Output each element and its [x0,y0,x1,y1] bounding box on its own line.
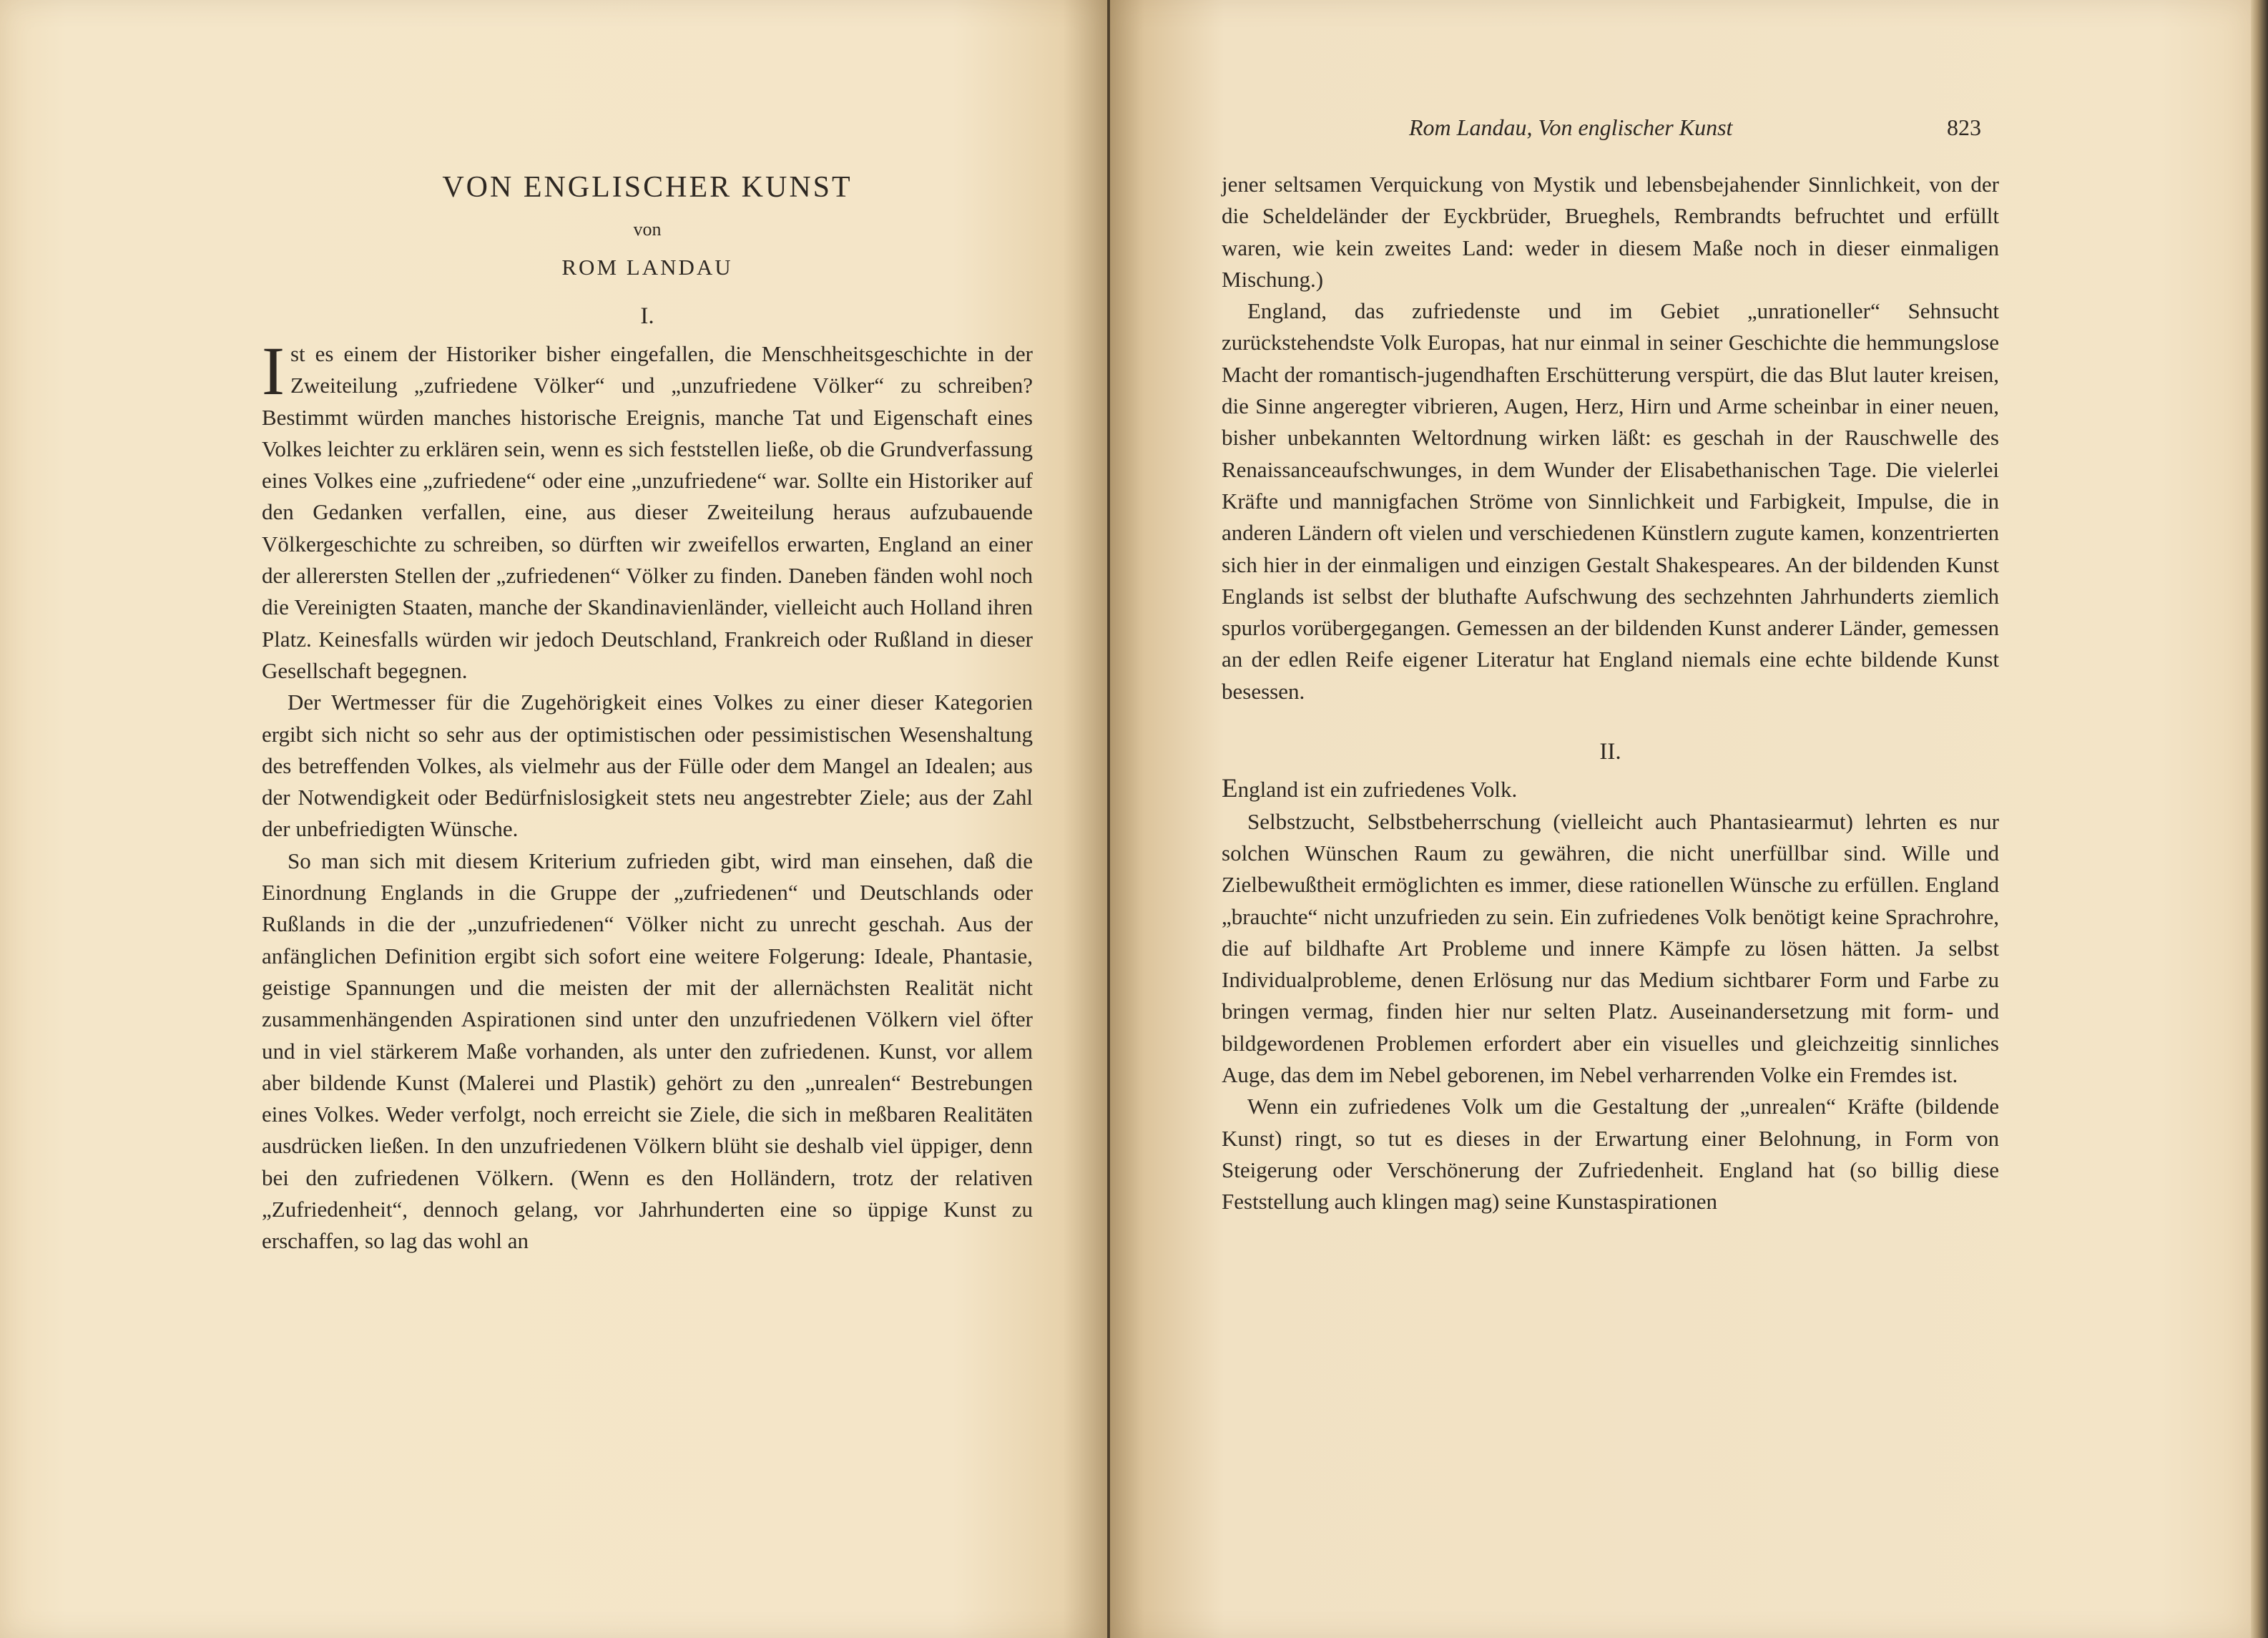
paragraph-text: ngland ist ein zufriedenes Volk. [1237,777,1518,803]
section-heading-one: I. [640,303,654,329]
section-heading-two: II. [1599,739,1621,765]
paragraph [262,333,1033,687]
author-name: ROM LANDAU [561,255,733,280]
paragraph: Der Wertmesser für die Zugehörigkeit eines Volkes zu einer dieser Kategorien ergibt sich nicht so sehr aus der optimistischen oder pessimistischen Wesenshaltung des betreffenden Volkes, als vielmehr aus der Fülle oder dem Mangel an Idealen; aus der Notwendigkeit oder Bedürfnislosigkeit stets neu angestrebter Ziele; aus der Zahl der unbefriedigten Wünsche. [262,690,1033,842]
article-title: VON ENGLISCHER KUNST [442,171,853,204]
drop-cap: I [262,333,285,409]
left-page [0,0,1107,1638]
paragraph [1222,773,1999,805]
page-number: 823 [1947,114,1981,140]
paragraph-text: st es einem der Historiker bisher eingefallen, die Menschheitsgeschichte in der Zweiteilung „zufriedene Völker“ und „unzufriedene Völker“ zu schreiben? Bestimmt würden manches historische Ereignis, manche Tat und Eigenschaft eines Volkes leichter zu erklären sein, wenn es sich feststellen ließe, ob die Grundverfassung eines Volkes eine „zufriedene“ oder eine „unzufriedene“ war. Sollte ein Historiker auf den Gedanken verfallen, eine, aus dieser Zweiteilung heraus aufzubauende Völkergeschichte zu schreiben, so dürften wir zweifellos erwarten, England an einer der allerersten Stellen der „zufriedenen“ Völker zu finden. Daneben fänden wohl noch die Vereinigten Staaten, manche der Skandinavienländer, vielleicht auch Holland ihren Platz. Keinesfalls würden wir jedoch Deutschland, Frankreich oder Rußland in dieser Gesellschaft begegnen. [262,341,1033,683]
paragraph: jener seltsamen Verquickung von Mystik und lebensbejahender Sinnlichkeit, von der die Scheldeländer der Eyckbrüder, Brueghels, Rembrandts befruchtet und erfüllt waren, wie kein zweites Land: weder in diesem Maße noch in dieser einmaligen Mischung.) [1222,172,1999,292]
left-body-text [262,333,1033,1257]
byline-word: von [633,219,662,240]
initial-letter: E [1222,774,1238,804]
paragraph: Selbstzucht, Selbstbeherrschung (vielleicht auch Phantasiearmut) lehrten es nur solchen Wünschen Raum zu gewähren, die nicht unerfüllbar sind. Wille und Zielbewußtheit ermöglichten es immer, diese rationellen Wünsche zu erfüllen. England „brauchte“ nicht unzufrieden zu sein. Ein zufriedenes Volk benötigt keine Sprachrohre, die auf bildhafte Art Probleme und innere Kämpfe zu lösen hätten. Ja selbst Individualprobleme, denen Erlösung nur das Medium sichtbarer Form und Farbe zu bringen vermag, finden hier nur selten Platz. Auseinandersetzung mit form- und bildgewordenen Problemen erfordert aber ein visuelles und gleichzeitig sinnliches Auge, das dem im Nebel geborenen, im Nebel verharrenden Volke ein Fremdes ist. [1222,808,1999,1088]
running-head: Rom Landau, Von englischer Kunst [1409,114,1733,140]
paragraph: So man sich mit diesem Kriterium zufrieden gibt, wird man einsehen, daß die Einordnung Englands in die Gruppe der „zufriedenen“ und Deutschlands oder Rußlands in die der „unzufriedenen“ Völker nicht zu unrecht geschah. Aus der anfänglichen Definition ergibt sich sofort eine weitere Folgerung: Ideale, Phantasie, geistige Spannungen und die meisten der mit der allernächsten Realität nicht zusammenhängenden Aspirationen sind unter den unzufriedenen Völkern viel öfter und in viel stärkerem Maße vorhanden, als unter den zufriedenen. Kunst, vor allem aber bildende Kunst (Malerei und Plastik) gehört zu den „unrealen“ Bestrebungen eines Volkes. Weder verfolgt, noch erreicht sie Ziele, die sich in meßbaren Realitäten ausdrücken ließen. In den unzufriedenen Völkern blüht sie deshalb viel üppiger, denn bei den zufriedenen Völkern. (Wenn es den Holländern, trotz der relativen „Zufriedenheit“, dennoch gelang, vor Jahrhunderten eine so üppige Kunst zu erschaffen, so lag das wohl an [262,848,1033,1254]
book-edge [2251,0,2268,1638]
paragraph: England, das zufriedenste und im Gebiet „unrationeller“ Sehnsucht zurückstehendste Volk Europas, hat nur einmal in seiner Geschichte die hemmungslose Macht der romantisch-jugendhaften Erschütterung verspürt, die das Blut lauter kreisen, die Sinne angeregter vibrieren, Augen, Herz, Hirn und Arme scheinbar in einer neuen, bisher unbekannten Weltordnung wirken läßt: es geschah in der Rauschwelle des Renaissanceaufschwunges, in dem Wunder der Elisabethanischen Tage. Die vielerlei Kräfte und mannigfachen Ströme von Sinnlichkeit und Farbigkeit, Impulse, die in anderen Ländern oft vielen und verschiedenen Künstlern zugute kamen, konzentrierten sich hier in der einmaligen und einzigen Gestalt Shakespeares. An der bildenden Kunst Englands ist selbst der bluthafte Aufschwung des sechzehnten Jahrhunderts ziemlich spurlos vorübergegangen. Gemessen an der bildenden Kunst anderer Länder, gemessen an der edlen Reife eigener Literatur hat England niemals eine echte bildende Kunst besessen. [1222,298,1999,704]
right-body-text [1222,169,1999,1218]
paragraph: Wenn ein zufriedenes Volk um die Gestaltung der „unrealen“ Kräfte (bildende Kunst) ringt, so tut es dieses in der Erwartung einer Belohnung, in Form von Steigerung oder Verschönerung der Zufriedenheit. England hat (so billig diese Feststellung auch klingen mag) seine Kunstaspirationen [1222,1094,1999,1215]
